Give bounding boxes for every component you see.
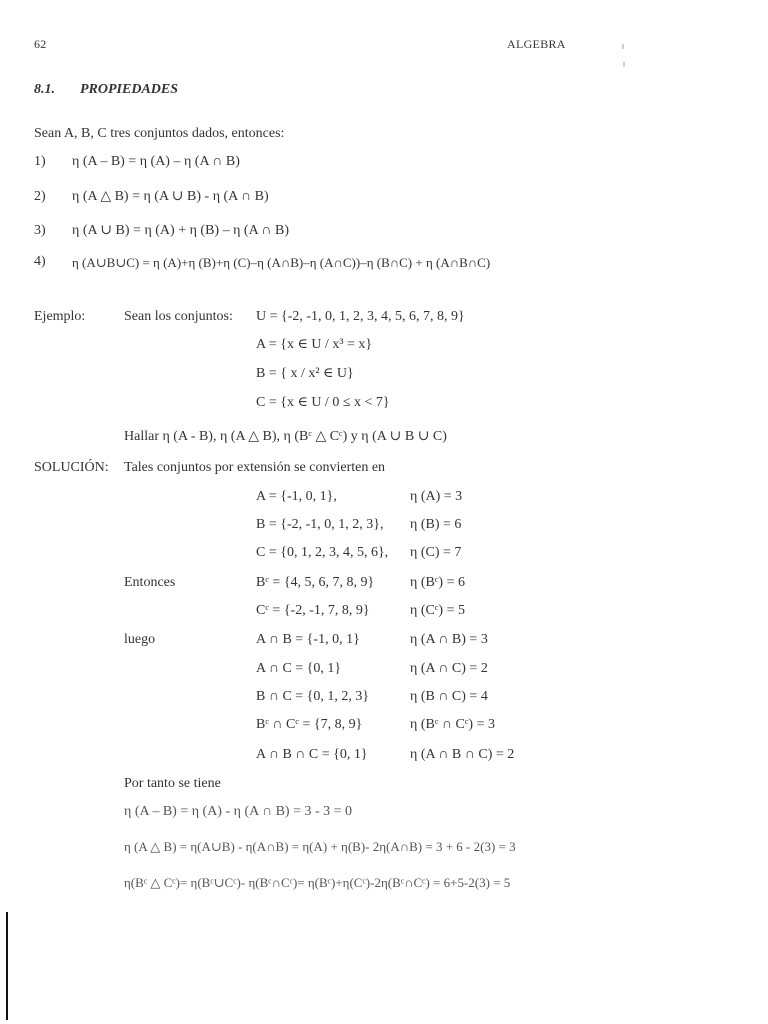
solution-cardinality: η (Bᶜ ∩ Cᶜ) = 3 <box>410 717 495 732</box>
result-line: η(Bᶜ △ Cᶜ)= η(Bᶜ∪Cᶜ)- η(Bᶜ∩Cᶜ)= η(Bᶜ)+η(Cᶜ)-2η(Bᶜ∩Cᶜ) = 6+5-2(3) = 5 <box>124 875 511 890</box>
solution-cardinality: η (A ∩ B ∩ C) = 2 <box>410 747 515 762</box>
solution-set: A ∩ C = {0, 1} <box>256 661 342 676</box>
solution-cardinality: η (A ∩ B) = 3 <box>410 632 488 647</box>
solution-cardinality: η (Cᶜ) = 5 <box>410 603 465 618</box>
solution-cardinality: η (B ∩ C) = 4 <box>410 689 488 704</box>
solution-cardinality: η (A) = 3 <box>410 489 463 504</box>
property-label: 4) <box>34 254 46 269</box>
result-line: η (A △ B) = η(A∪B) - η(A∩B) = η(A) + η(B)- 2η(A∩B) = 3 + 6 - 2(3) = 3 <box>124 839 516 854</box>
page-number: 62 <box>34 37 47 51</box>
set-definition: A = {x ∈ U / x³ = x} <box>256 337 373 352</box>
example-intro: Sean los conjuntos: <box>124 309 233 324</box>
property-label: 1) <box>34 154 46 169</box>
property-formula: η (A∪B∪C) = η (A)+η (B)+η (C)–η (A∩B)–η (A∩C))–η (B∩C) + η (A∩B∩C) <box>72 255 491 270</box>
property-formula: η (A – B) = η (A) – η (A ∩ B) <box>72 154 240 169</box>
property-label: 2) <box>34 189 46 204</box>
binding-edge-line <box>6 912 8 1020</box>
set-definition: C = {x ∈ U / 0 ≤ x < 7} <box>256 395 390 410</box>
property-label: 3) <box>34 223 46 238</box>
solution-set: A ∩ B ∩ C = {0, 1} <box>256 747 368 762</box>
result-line: η (A – B) = η (A) - η (A ∩ B) = 3 - 3 = 0 <box>124 804 353 819</box>
set-definition: U = {-2, -1, 0, 1, 2, 3, 4, 5, 6, 7, 8, 9} <box>256 309 465 324</box>
section-number: 8.1. <box>34 82 55 97</box>
luego-label: luego <box>124 632 156 647</box>
solution-cardinality: η (A ∩ C) = 2 <box>410 661 488 676</box>
section-title: PROPIEDADES <box>80 82 179 97</box>
solution-set: B ∩ C = {0, 1, 2, 3} <box>256 689 370 704</box>
intro-text: Sean A, B, C tres conjuntos dados, entonces: <box>34 126 285 141</box>
solution-set: Bᶜ ∩ Cᶜ = {7, 8, 9} <box>256 717 363 732</box>
entonces-label: Entonces <box>124 575 176 590</box>
example-label: Ejemplo: <box>34 309 86 324</box>
solution-cardinality: η (C) = 7 <box>410 545 462 560</box>
set-definition: B = { x / x² ∈ U} <box>256 366 354 381</box>
solution-intro: Tales conjuntos por extensión se convierten en <box>124 460 386 475</box>
solution-cardinality: η (Bᶜ) = 6 <box>410 575 465 590</box>
solution-set: A = {-1, 0, 1}, <box>256 489 337 504</box>
scan-specks <box>622 44 625 70</box>
therefore-text: Por tanto se tiene <box>124 776 221 791</box>
solution-set: B = {-2, -1, 0, 1, 2, 3}, <box>256 517 384 532</box>
solution-set: C = {0, 1, 2, 3, 4, 5, 6}, <box>256 545 389 560</box>
solution-label: SOLUCIÓN: <box>34 460 109 475</box>
solution-set: Cᶜ = {-2, -1, 7, 8, 9} <box>256 603 370 618</box>
solution-set: A ∩ B = {-1, 0, 1} <box>256 632 360 647</box>
property-formula: η (A ∪ B) = η (A) + η (B) – η (A ∩ B) <box>72 223 290 238</box>
example-task: Hallar η (A - B), η (A △ B), η (Bᶜ △ Cᶜ) y η (A ∪ B ∪ C) <box>124 429 447 444</box>
solution-set: Bᶜ = {4, 5, 6, 7, 8, 9} <box>256 575 375 590</box>
solution-cardinality: η (B) = 6 <box>410 517 462 532</box>
running-title: ALGEBRA <box>507 37 566 51</box>
property-formula: η (A △ B) = η (A ∪ B) - η (A ∩ B) <box>72 189 269 204</box>
